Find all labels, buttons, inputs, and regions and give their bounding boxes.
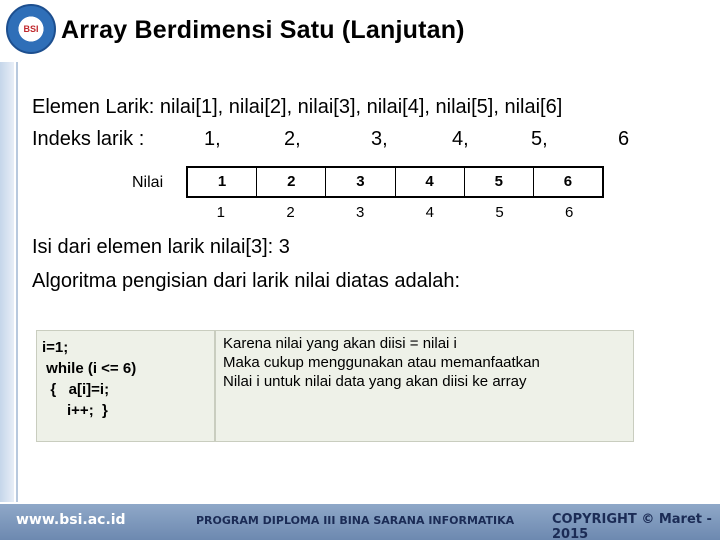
array-index: 5 — [495, 204, 504, 221]
array-cell: 2 — [257, 168, 326, 196]
code-box-divider — [214, 330, 216, 442]
code-line: { a[i]=i; — [42, 381, 110, 398]
left-decorative-bar — [0, 62, 14, 502]
footer-bar — [0, 504, 720, 540]
algoritma-line: Algoritma pengisian dari larik nilai diatas adalah: — [32, 270, 461, 292]
note-line: Nilai i untuk nilai data yang akan diisi ke array — [223, 373, 527, 390]
array-cell: 5 — [465, 168, 534, 196]
page-title: Array Berdimensi Satu (Lanjutan) — [61, 16, 465, 44]
indeks-value: 4, — [452, 128, 469, 150]
array-cell: 6 — [563, 173, 573, 190]
array-index: 2 — [286, 204, 295, 221]
array-cell: 4 — [396, 168, 465, 196]
indeks-value: 5, — [531, 128, 548, 150]
footer-program: PROGRAM DIPLOMA III BINA SARANA INFORMATIKA — [196, 514, 515, 527]
indeks-larik-row — [32, 128, 692, 158]
array-index-row — [186, 202, 604, 224]
indeks-value: 3, — [371, 128, 388, 150]
elemen-larik-line: Elemen Larik: nilai[1], nilai[2], nilai[3], nilai[4], nilai[5], nilai[6] — [32, 96, 563, 118]
indeks-value: 1, — [204, 128, 221, 150]
code-explanation — [223, 334, 540, 391]
bsi-logo-text: BSI — [23, 24, 39, 34]
code-line: i++; } — [42, 402, 108, 419]
code-line: while (i <= 6) — [42, 360, 137, 377]
array-table — [186, 166, 604, 198]
left-decorative-line — [16, 62, 18, 502]
footer-copyright: COPYRIGHT © Maret - 2015 — [552, 512, 712, 542]
nilai-label: Nilai — [132, 174, 164, 191]
bsi-logo — [6, 4, 56, 54]
array-cell: 1 — [188, 168, 257, 196]
array-index: 6 — [565, 204, 574, 221]
indeks-label: Indeks larik : — [32, 128, 145, 150]
code-line: i=1; — [42, 339, 69, 356]
note-line: Karena nilai yang akan diisi = nilai i — [223, 335, 457, 352]
footer-url: www.bsi.ac.id — [16, 512, 126, 528]
array-index: 4 — [425, 204, 435, 221]
indeks-value: 2, — [284, 128, 301, 150]
note-line: Maka cukup menggunakan atau memanfaatkan — [223, 354, 540, 371]
indeks-value: 6 — [618, 128, 630, 150]
array-cell: 3 — [326, 168, 395, 196]
isi-elemen-line: Isi dari elemen larik nilai[3]: 3 — [32, 236, 290, 258]
code-snippet — [42, 337, 136, 421]
array-index: 3 — [356, 204, 365, 221]
array-index: 1 — [216, 204, 225, 221]
